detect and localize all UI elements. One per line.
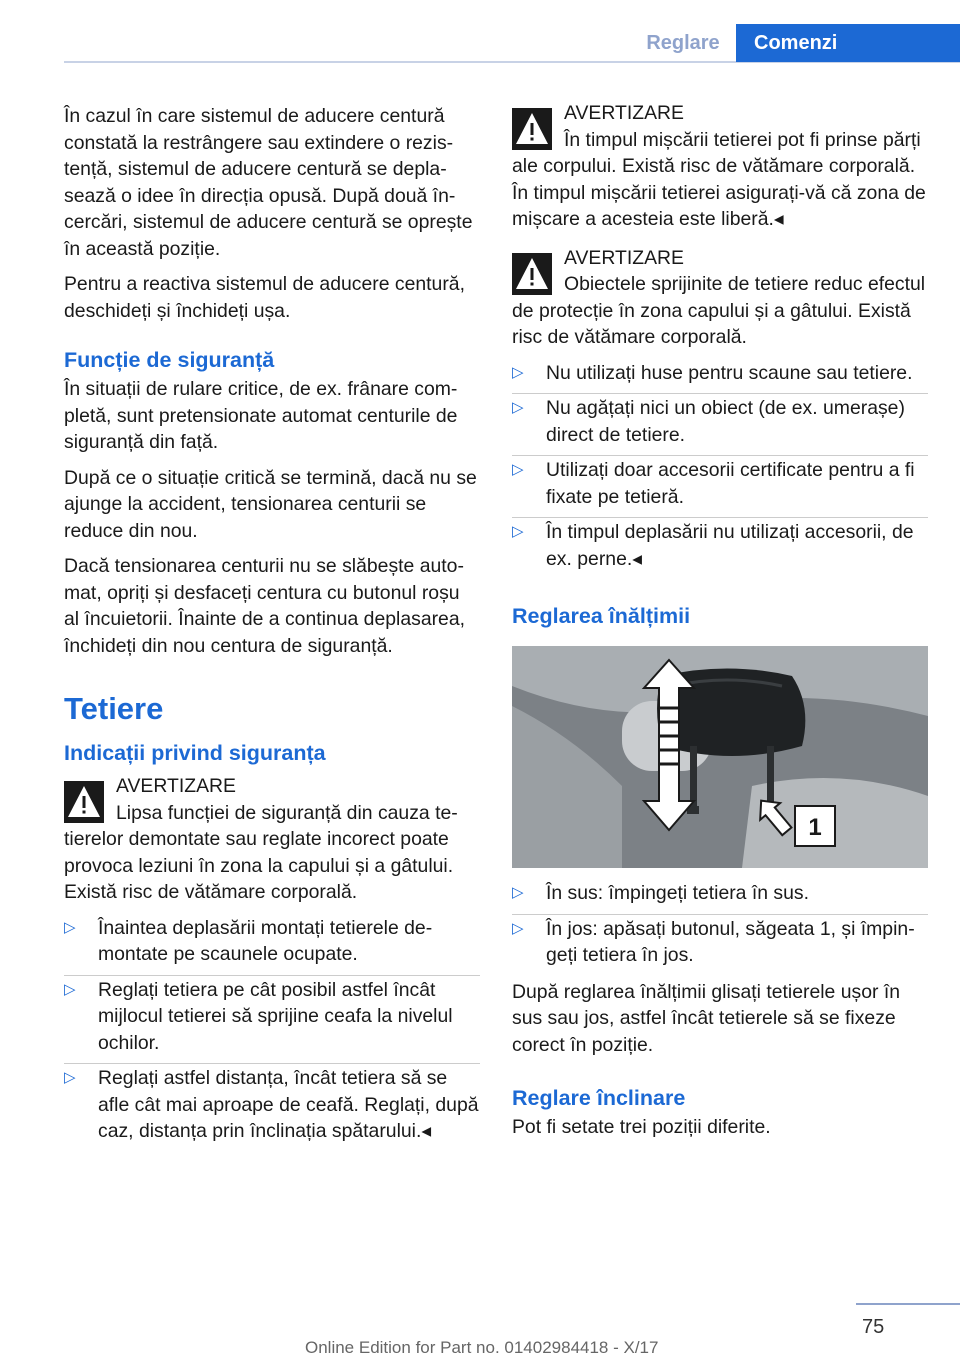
- list-item: ▷ Înaintea deplasării montați tetierele demontate pe scaunele ocupate.: [64, 915, 480, 972]
- heading-reglare-inclinare: Reglare înclinare: [512, 1086, 686, 1110]
- headrest-illustration: [512, 646, 928, 868]
- list-item: ▷ În jos: apăsați butonul, săgeata 1, și împingeți tetiera în jos.: [512, 917, 915, 966]
- list-item: ▷ Nu utilizați huse pentru scaune sau tetiere.: [512, 360, 928, 391]
- headrest-photo: [512, 646, 928, 868]
- arrow-icon: ▷: [512, 884, 524, 901]
- arrow-icon: ▷: [512, 363, 524, 381]
- arrow-icon: ▷: [64, 1069, 76, 1086]
- list-item: ▷ Reglați tetiera pe cât posibil astfel încât mijlocul tetierei să sprijine ceafa la nivelul ochilor.: [64, 977, 480, 1061]
- list-item: ▷ Reglați astfel distanța, încât tetiera să se afle cât mai aproape de ceafă. Reglați, după caz, distanța prin înclinația spătarului.◂: [64, 1067, 479, 1142]
- heading-indicatii-siguranta: Indicații privind siguranța: [64, 741, 326, 765]
- warning-title: AVERTIZARE: [564, 246, 684, 269]
- arrow-icon: ▷: [512, 523, 524, 540]
- footer-edition: Online Edition for Part no. 01402984418 - X/17: [305, 1338, 659, 1357]
- paragraph: Dacă tensionarea centurii nu se slăbește automat, opriți și desfaceți centura cu butonul roșu al încuietorii. Înainte de a continua deplasarea, închideți din nou centura de siguranță.: [64, 555, 466, 657]
- arrow-icon: ▷: [512, 919, 524, 937]
- list-item: ▷ Nu agățați nici un obiect (de ex. umerașe) direct de tetiere.: [512, 395, 928, 452]
- tab-comenzi[interactable]: Comenzi: [736, 24, 960, 62]
- bullet-list: [512, 360, 928, 577]
- arrow-icon: ▷: [64, 980, 76, 998]
- callout-label: 1: [808, 814, 822, 841]
- warning-triangle-icon: [64, 781, 140, 823]
- list-item: ▷ În timpul deplasării nu utilizați accesorii, de ex. perne.◂: [512, 521, 914, 570]
- warning-title: AVERTIZARE: [564, 102, 684, 124]
- list-item: ▷ În sus: împingeți tetiera în sus.: [512, 880, 928, 911]
- warning-triangle-icon: [512, 253, 588, 295]
- page-number: 75: [862, 1316, 885, 1338]
- paragraph: După ce o situație critică se termină, dacă nu se ajunge la accident, tensionarea centurii se reduce din nou.: [64, 466, 477, 542]
- warning-block: [512, 245, 928, 351]
- bullet-list: [512, 880, 928, 973]
- arrow-icon: ▷: [64, 918, 76, 936]
- warning-text: Lipsa funcției de siguranță din cauza tetierelor demontate sau reglate incorect poate provoca leziuni în zona la capului și a gâtului. Există risc de vătămare corporală.: [64, 801, 458, 903]
- warning-block: [64, 773, 480, 906]
- warning-text: Obiectele sprijinite de tetiere reduc efectul de protecție în zona capului și a gâtului. Există risc de vătămare corporală.: [512, 273, 926, 348]
- bullet-list: [64, 915, 480, 1149]
- paragraph: În cazul în care sistemul de aducere centură constată la restrângere sau extindere o rezistență, sistemul de aducere centură se deplasează o idee în direcția opusă. După două încercări, sistemul de aducere centură se oprește în această poziție.: [64, 105, 473, 260]
- heading-functie-siguranta: Funcție de siguranță: [64, 348, 275, 372]
- list-item: ▷ Utilizați doar accesorii certificate pentru a fi fixate pe tetieră.: [512, 457, 928, 514]
- warning-block: [512, 100, 928, 233]
- arrow-icon: ▷: [512, 399, 524, 416]
- arrow-icon: ▷: [512, 461, 524, 478]
- tab-reglare[interactable]: Reglare: [646, 32, 720, 54]
- warning-text: În timpul mișcării tetierei pot fi prinse părți ale corpului. Există risc de vătămare corporală. În timpul mișcării tetierei asigurați-vă că zona de mișcare a acesteia este liberă.◂: [512, 128, 926, 230]
- paragraph: În situații de rulare critice, de ex. frânare completă, sunt pretensionate automat centurile de siguranță din față.: [64, 378, 458, 453]
- right-column: [512, 100, 928, 1150]
- footer-rule: [856, 1303, 960, 1305]
- heading-reglarea-inaltimii: Reglarea înălțimii: [512, 604, 691, 628]
- paragraph: După reglarea înălțimii glisați tetierele ușor în sus sau jos, astfel încât tetierele să se fixeze corect în poziție.: [512, 980, 901, 1056]
- paragraph: Pentru a reactiva sistemul de aducere centură, deschideți și închideți ușa.: [64, 273, 465, 322]
- left-column: [64, 103, 480, 1154]
- warning-triangle-icon: [512, 108, 588, 150]
- warning-title: AVERTIZARE: [116, 775, 236, 797]
- heading-tetiere: Tetiere: [64, 691, 164, 726]
- paragraph: Pot fi setate trei poziții diferite.: [512, 1116, 771, 1138]
